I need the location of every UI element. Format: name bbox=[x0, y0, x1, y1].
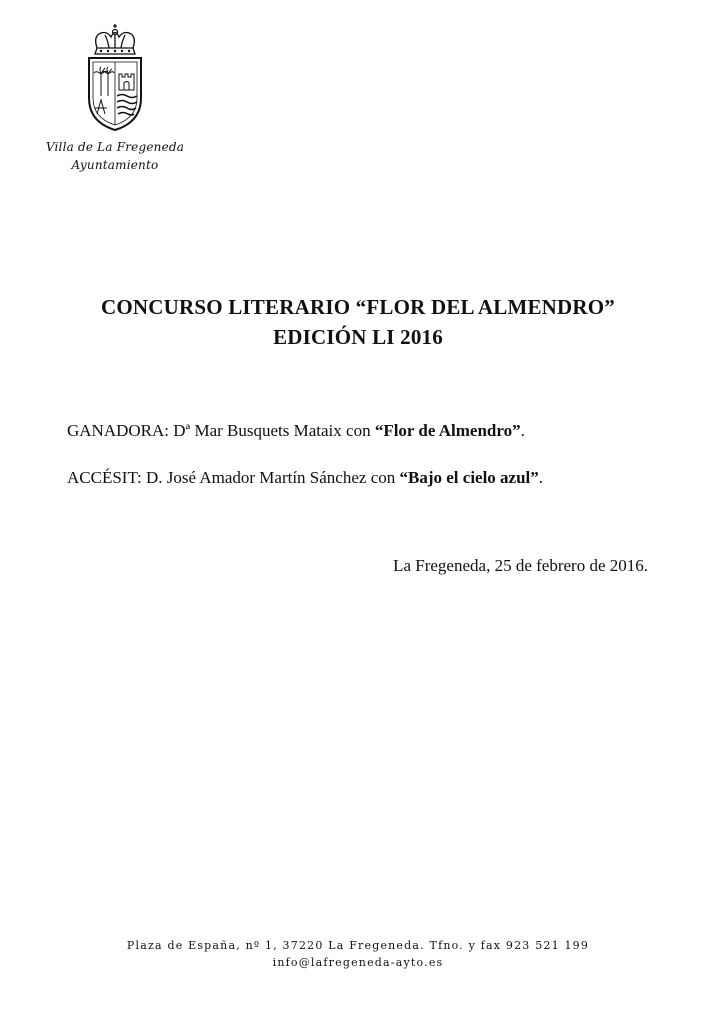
award-work: “Flor de Almendro” bbox=[374, 421, 521, 440]
award-connector: con bbox=[370, 468, 396, 487]
document-title bbox=[0, 292, 716, 352]
award-end: . bbox=[520, 421, 525, 440]
place-date: La Fregeneda, 25 de febrero de 2016. bbox=[393, 556, 648, 575]
footer bbox=[0, 937, 716, 971]
title-line-1: CONCURSO LITERARIO “FLOR DEL ALMENDRO” bbox=[101, 295, 615, 319]
title-line-2: EDICIÓN LI 2016 bbox=[273, 325, 443, 349]
footer-email: info@lafregeneda-ayto.es bbox=[272, 956, 444, 969]
town-name: Villa de La Fregeneda bbox=[45, 140, 185, 154]
award-end: . bbox=[538, 468, 544, 487]
award-work: “Bajo el cielo azul” bbox=[399, 468, 539, 487]
coat-of-arms-icon bbox=[81, 24, 149, 136]
award-label: ACCÉSIT: bbox=[67, 468, 142, 487]
letterhead bbox=[40, 24, 190, 174]
award-person: Dª Mar Busquets Mataix bbox=[173, 421, 342, 440]
award-accesit bbox=[67, 467, 543, 489]
footer-address: Plaza de España, nº 1, 37220 La Fregeneda. Tfno. y fax 923 521 199 bbox=[126, 939, 590, 952]
award-label: GANADORA: bbox=[67, 421, 169, 440]
award-person: D. José Amador Martín Sánchez bbox=[145, 468, 367, 487]
award-connector: con bbox=[346, 421, 371, 440]
council-name: Ayuntamiento bbox=[71, 158, 159, 172]
award-winner bbox=[67, 420, 525, 442]
